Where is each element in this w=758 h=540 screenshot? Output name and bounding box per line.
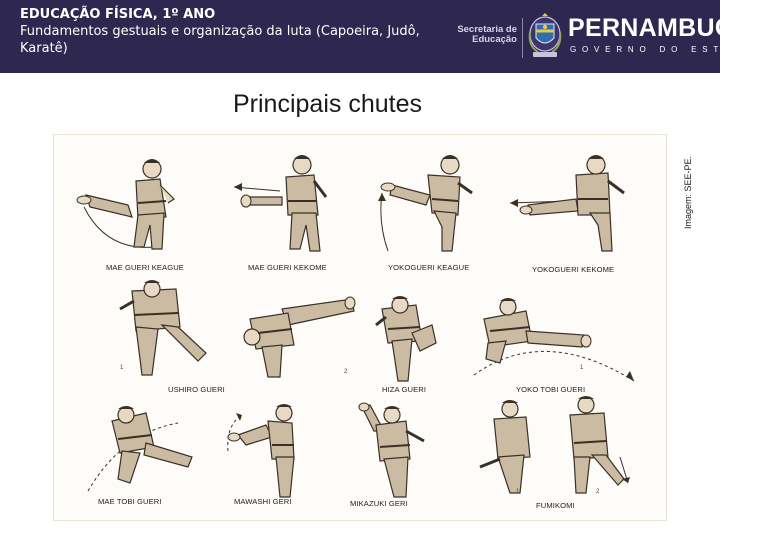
step-number: 2: [344, 369, 348, 375]
secretaria-label: [455, 25, 517, 45]
mikazuki-geri-figure: [340, 401, 434, 501]
state-name: PERNAMBUCO: [568, 14, 753, 42]
header-bar: [0, 0, 758, 73]
yoko-tobi-gueri-figure: [464, 285, 638, 385]
kick-label: MAWASHI GERI: [234, 497, 292, 506]
image-credit: Imagem: SEE-PE.: [683, 155, 693, 229]
kick-label: FUMIKOMI: [536, 501, 575, 510]
yokogueri-kekome-figure: [506, 153, 646, 261]
mawashi-geri-figure: [220, 401, 304, 501]
kick-label: HIZA GUERI: [382, 385, 427, 394]
step-number: 1: [120, 365, 124, 371]
state-subtitle: GOVERNO DO ESTADO: [570, 45, 758, 54]
header-title: [20, 6, 440, 57]
coat-of-arms-icon: [526, 12, 564, 62]
kick-label: MIKAZUKI GERI: [350, 499, 408, 508]
kick-label: MAE TOBI GUERI: [98, 497, 162, 506]
mae-tobi-gueri-figure: [82, 403, 200, 499]
yokogueri-keague-figure: [372, 153, 482, 261]
step-number: 1: [516, 489, 520, 495]
step-number: 2: [596, 489, 600, 495]
topic-label: Fundamentos gestuais e organização da luta (Capoeira, Judô, Karatê): [20, 24, 420, 56]
fumikomi-figure: [474, 397, 642, 497]
kick-label: MAE GUERI KEAGUE: [106, 263, 184, 272]
secretaria-line2: Educação: [472, 34, 517, 45]
secretaria-line1: Secretaria de: [457, 24, 517, 35]
kick-label: MAE GUERI KEKOME: [248, 263, 327, 272]
kick-label: YOKOGUERI KEAGUE: [388, 263, 470, 272]
kick-label: YOKO TOBI GUERI: [516, 385, 586, 394]
kick-label: YOKOGUERI KEKOME: [532, 265, 615, 274]
mae-gueri-kekome-figure: [230, 153, 340, 261]
step-number: 1: [580, 365, 584, 371]
header-divider: [522, 18, 523, 58]
mae-gueri-keague-figure: [76, 151, 196, 261]
kicks-illustration: [53, 134, 667, 521]
subject-label: EDUCAÇÃO FÍSICA, 1º ANO: [20, 7, 216, 22]
hiza-gueri-figure: [368, 295, 442, 385]
slide-title: Principais chutes: [233, 90, 422, 118]
ushiro-gueri-kick-figure: [222, 293, 356, 381]
kick-label: USHIRO GUERI: [168, 385, 225, 394]
